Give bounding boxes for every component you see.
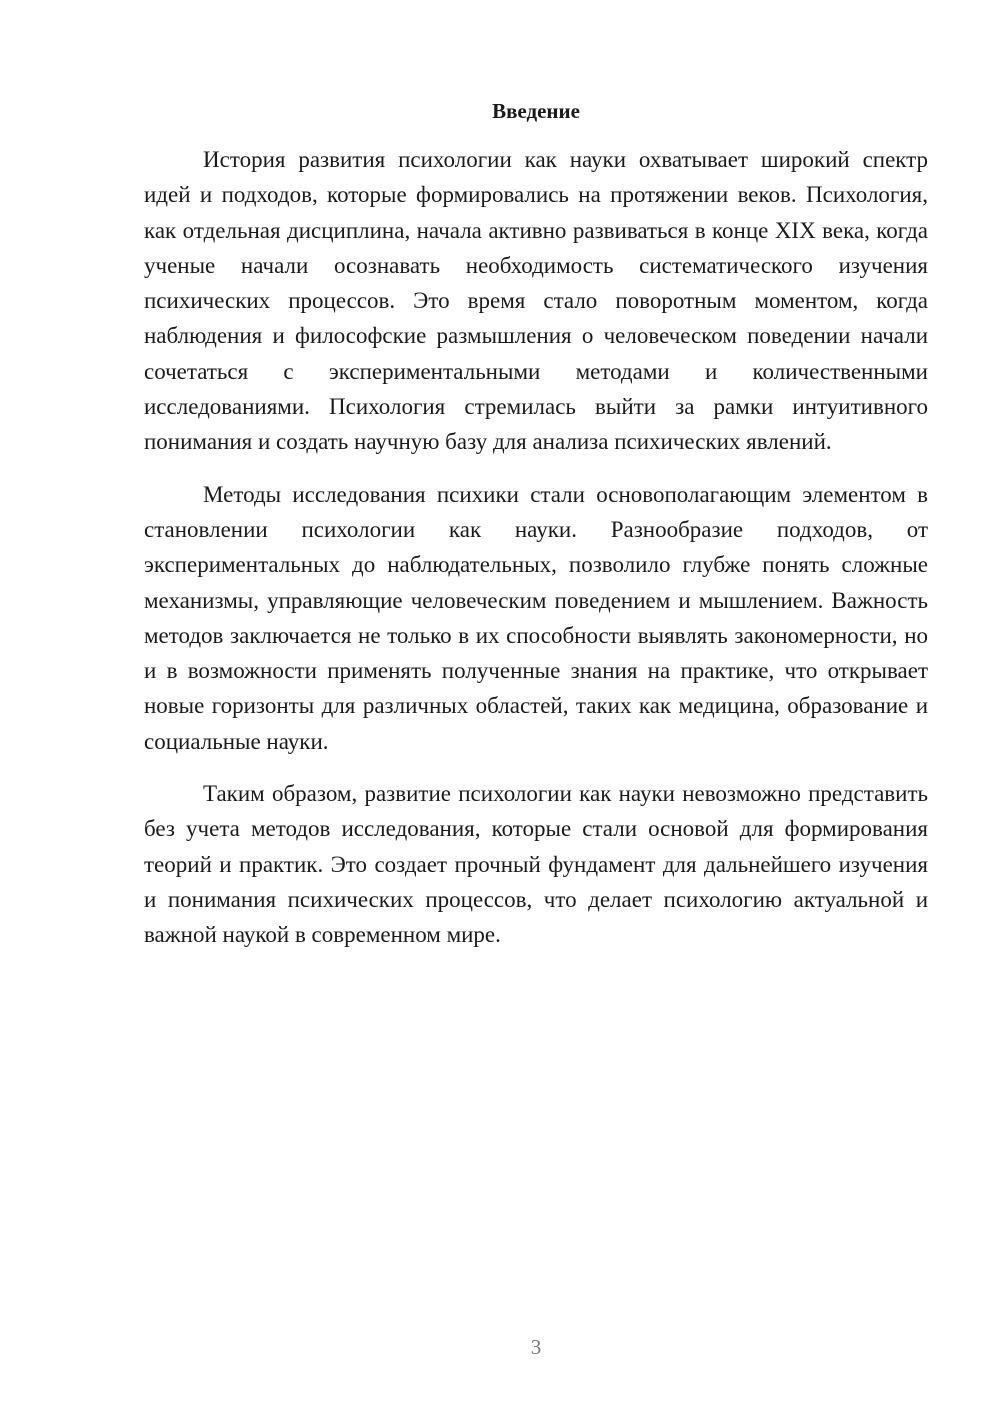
paragraph-2: Методы исследования психики стали основополагающим элементом в становлении психологии как науки. Разнообразие подходов, от экспериментальных до наблюдательных, позволило глубже понять сложные механизмы, управляющие человеческим поведением и мышлением. Важность методов заключается не только в их способности выявлять закономерности, но и в возможности применять полученные знания на практике, что открывает новые горизонты для различных областей, таких как медицина, образование и социальные науки. bbox=[144, 481, 928, 754]
paragraph-3: Таким образом, развитие психологии как науки невозможно представить без учета методов исследования, которые стали основой для формирования теорий и практик. Это создает прочный фундамент для дальнейшего изучения и понимания психических процессов, что делает психологию актуальной и важной наукой в современном мире. bbox=[144, 781, 928, 948]
paragraph-1: История развития психологии как науки охватывает широкий спектр идей и подходов, которые формировались на протяжении веков. Психология, как отдельная дисциплина, начала активно развиваться в конце XIX века, когда ученые начали осознавать необходимость систематического изучения психических процессов. Это время стало поворотным моментом, когда наблюдения и философские размышления о человеческом поведении начали сочетаться с экспериментальными методами и количественными исследованиями. Психология стремилась выйти за рамки интуитивного понимания и создать научную базу для анализа психических явлений. bbox=[144, 147, 928, 455]
section-heading: Введение bbox=[492, 99, 580, 123]
body-text bbox=[144, 142, 928, 970]
page-number: 3 bbox=[530, 1335, 542, 1359]
